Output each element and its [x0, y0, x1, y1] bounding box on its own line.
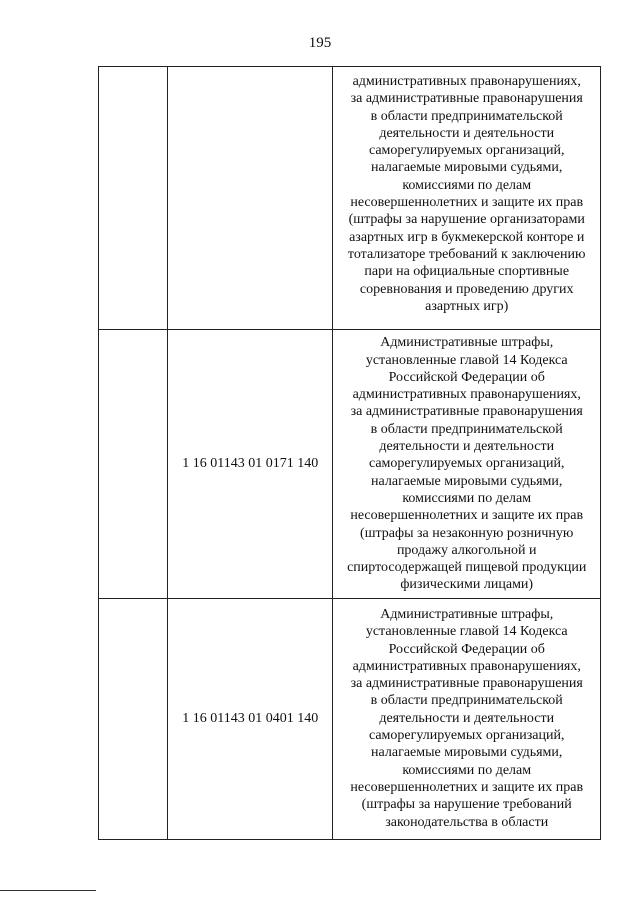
description-line: налагаемые мировыми судьями,: [371, 160, 563, 176]
description-line: установленные главой 14 Кодекса: [365, 352, 568, 368]
description-line: административных правонарушениях,: [352, 74, 581, 89]
table-row: [99, 67, 601, 330]
description-line: комиссиями по делам: [402, 490, 532, 506]
description-line: законодательства в области: [385, 814, 549, 830]
description-line: деятельности и деятельности: [379, 439, 555, 455]
description-line: налагаемые мировыми судьями,: [371, 745, 563, 761]
description-line: несовершеннолетних и защите их прав: [350, 779, 584, 795]
description-line: спиртосодержащей пищевой продукции: [347, 560, 587, 576]
description-line: тотализаторе требований к заключению: [347, 246, 586, 262]
description-line: Российской Федерации об: [388, 369, 545, 385]
description-line: налагаемые мировыми судьями,: [371, 473, 563, 489]
description-line: несовершеннолетних и защите их прав: [350, 508, 584, 524]
description-line: Административные штрафы,: [380, 607, 554, 622]
description-line: азартных игр в букмекерской конторе и: [349, 229, 585, 245]
description-cell: [333, 67, 601, 330]
description-line: в области предпринимательской: [370, 693, 563, 709]
description-line: соревнования и проведению других: [359, 281, 574, 297]
row-number-cell: [99, 330, 168, 599]
page-number: 195: [308, 35, 332, 51]
description-line: Российской Федерации об: [388, 641, 545, 657]
description-line: Административные штрафы,: [380, 335, 554, 351]
description-line: за административные правонарушения: [350, 676, 583, 692]
description-line: азартных игр): [425, 298, 509, 314]
code-cell: 1 16 01143 01 0401 140: [168, 599, 333, 840]
footnote-separator: [0, 890, 96, 891]
row-number-cell: [99, 67, 168, 330]
description-line: саморегулируемых организаций,: [368, 728, 565, 744]
row-number-cell: [99, 599, 168, 840]
description-line: пари на официальные спортивные: [364, 264, 570, 280]
description-line: саморегулируемых организаций,: [368, 143, 565, 159]
description-line: за административные правонарушения: [350, 404, 583, 420]
description-line: несовершеннолетних и защите их прав: [350, 195, 584, 211]
description-line: комиссиями по делам: [402, 177, 532, 193]
description-line: комиссиями по делам: [402, 762, 532, 778]
code-cell: 1 16 01143 01 0171 140: [168, 330, 333, 599]
description-line: (штрафы за нарушение требований: [361, 797, 572, 813]
description-line: деятельности и деятельности: [379, 125, 555, 141]
description-line: за административные правонарушения: [350, 91, 583, 107]
description-line: саморегулируемых организаций,: [368, 456, 565, 472]
budget-codes-table: [98, 66, 601, 840]
description-line: (штрафы за нарушение организаторами: [348, 212, 585, 228]
description-line: административных правонарушениях,: [352, 658, 581, 674]
description-line: в области предпринимательской: [370, 108, 563, 124]
table-row: [99, 330, 601, 599]
code-cell: [168, 67, 333, 330]
description-cell: [333, 599, 601, 840]
description-line: физическими лицами): [400, 577, 534, 593]
description-cell: [333, 330, 601, 599]
description-line: установленные главой 14 Кодекса: [365, 624, 568, 640]
description-line: продажу алкогольной и: [396, 542, 537, 558]
description-line: в области предпринимательской: [370, 421, 563, 437]
description-line: деятельности и деятельности: [379, 710, 555, 726]
description-line: административных правонарушениях,: [352, 387, 581, 403]
table-row: [99, 599, 601, 840]
description-line: (штрафы за незаконную розничную: [360, 525, 574, 541]
